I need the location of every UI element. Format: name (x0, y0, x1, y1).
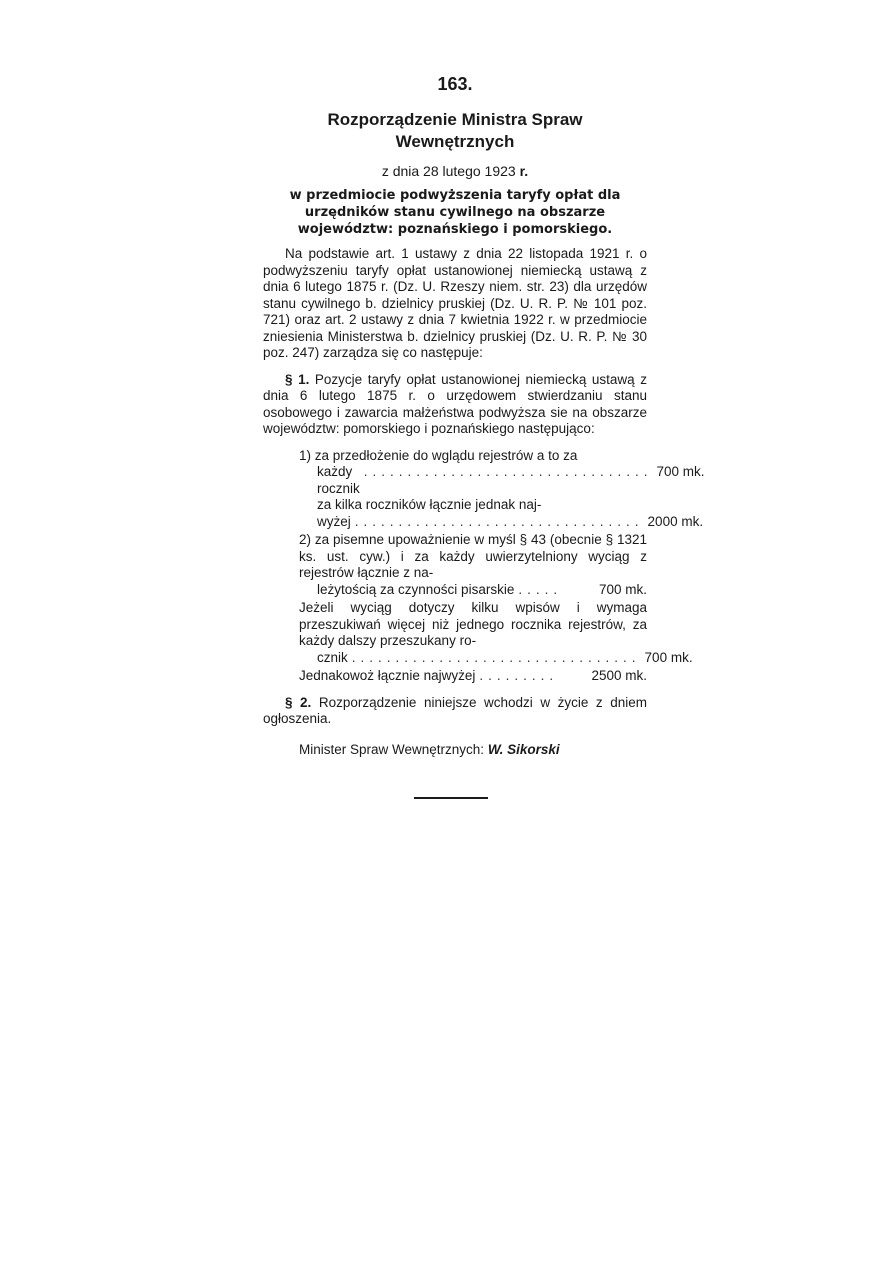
section-1-label: § 1. (285, 371, 310, 387)
fee-item-4 (299, 668, 647, 685)
fee-item-2 (299, 532, 647, 598)
fee-label: każdy rocznik (317, 464, 360, 496)
section-2-text: Rozporządzenie niniejsze wchodzi w życie z dniem ogłoszenia. (263, 694, 647, 726)
fee-label: leżytością za czynności pisarskie (317, 581, 515, 597)
fee-item-1 (299, 447, 705, 531)
fee-amount: 700 mk. (598, 581, 647, 597)
closing-rule (414, 797, 488, 799)
leader-dots: ..... (518, 581, 563, 597)
section-2 (263, 695, 647, 728)
signature-prefix: Minister Spraw Wewnętrznych: (299, 741, 485, 757)
document-page (263, 74, 705, 757)
section-2-label: § 2. (285, 694, 312, 710)
fee-amount: 700 mk. (656, 464, 705, 479)
fee-amount: 2500 mk. (591, 668, 647, 683)
leader-dots: ......... (479, 668, 559, 683)
document-date (263, 163, 647, 179)
signature-name: W. Sikorski (487, 741, 560, 757)
section-1 (263, 372, 647, 438)
leader-dots: ................................. (351, 649, 641, 665)
leader-dots: ................................. (354, 513, 644, 529)
fee-row (299, 513, 704, 531)
fee-amount: 700 mk. (644, 649, 693, 665)
date-suffix: r. (519, 163, 529, 179)
fee-row (299, 668, 647, 685)
fee-label: wyżej (317, 513, 351, 529)
fee-item-1-b-text: za kilka roczników łącznie jednak naj- (317, 497, 542, 512)
fee-label: Jednakowoż łącznie najwyżej (299, 668, 476, 683)
document-subject: w przedmiocie podwyższenia taryfy opłat dla urzędników stanu cywilnego na obszarze województw: poznańskiego i pomorskiego. (289, 188, 621, 237)
fee-list (299, 447, 705, 685)
fee-item-3-text: Jeżeli wyciąg dotyczy kilku wpisów i wymaga przeszukiwań więcej niż jednego rocznika rejestrów, za każdy dalszy przeszukany ro- (299, 600, 647, 648)
fee-item-3 (299, 600, 693, 666)
fee-row (299, 464, 705, 497)
fee-item-2-text: 2) za pisemne upoważnienie w myśl § 43 (obecnie § 1321 ks. ust. cyw.) i za każdy uwierzytelniony wyciąg z rejestrów łącznie z na- (299, 532, 647, 580)
fee-label: cznik (317, 649, 348, 665)
page-number: 163. (437, 74, 473, 94)
fee-amount: 2000 mk. (647, 513, 704, 529)
section-1-text: Pozycje taryfy opłat ustanowionej niemiecką ustawą z dnia 6 lutego 1875 r. o urzędowem stwierdzaniu stanu osobowego i zawarcia małżeństwa podwyższa sie na obszarze województw: pomorskiego i poznańskiego następująco: (263, 371, 647, 436)
signature-line (299, 742, 647, 757)
leader-dots: ................................. (363, 464, 653, 479)
date-text: z dnia 28 lutego 1923 (381, 163, 516, 179)
intro-paragraph: Na podstawie art. 1 ustawy z dnia 22 listopada 1921 r. o podwyższeniu taryfy opłat ustanowionej niemiecką ustawą z dnia 6 lutego 1875 r. (Dz. U. Rzeszy niem. str. 23) dla urzędów stanu cywilnego b. dzielnicy pruskiej (Dz. U. R. P. № 101 poz. 721) oraz art. 2 ustawy z dnia 7 kwietnia 1922 r. w przedmiocie zniesienia Ministerstwa b. dzielnicy pruskiej (Dz. U. R. P. № 30 poz. 247) zarządza się co następuje: (263, 246, 647, 360)
fee-row (299, 582, 647, 599)
fee-item-1-head: 1) za przedłożenie do wglądu rejestrów a to za (299, 447, 578, 463)
document-title-line2: Wewnętrznych (395, 132, 515, 151)
fee-row (299, 649, 693, 667)
document-title-line1: Rozporządzenie Ministra Spraw (327, 110, 583, 129)
